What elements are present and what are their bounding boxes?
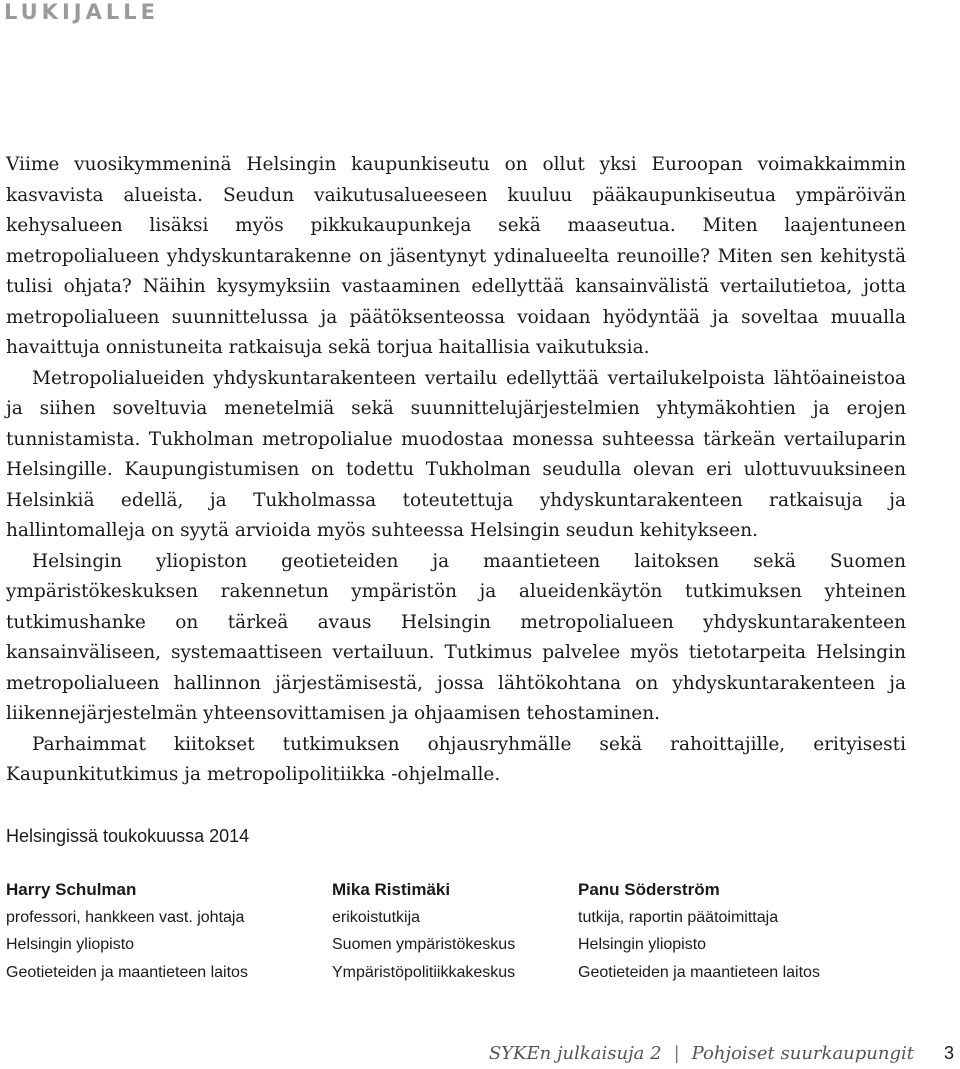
- paragraph: Parhaimmat kiitokset tutkimuksen ohjausryhmälle sekä rahoittajille, erityisesti Kaupunkitutkimus ja metropolipolitiikka -ohjelmalle.: [6, 733, 906, 785]
- signer-schulman: [6, 876, 248, 986]
- signer-organization: Suomen ympäristökeskus: [332, 936, 516, 953]
- signer-title: tutkija, raportin päätoimittaja: [578, 908, 779, 926]
- signer-unit: Ympäristöpolitiikkakeskus: [332, 963, 516, 981]
- signer-organization: Helsingin yliopisto: [578, 936, 707, 953]
- signer-ristimaki: [332, 876, 515, 986]
- footer-separator: |: [673, 1043, 680, 1064]
- paragraph: Helsingin yliopiston geotieteiden ja maantieteen laitoksen sekä Suomen ympäristökeskuksen rakennetun ympäristön ja alueidenkäytön tutkimuksen yhteinen tutkimushanke on tärkeä avaus Helsingin metropolialueen yhdyskuntarakenteen kansainväliseen, systemaattiseen vertailuun. Tutkimus palvelee myös tietotarpeita Helsingin metropolialueen hallinnon järjestämisestä, jossa lähtökohtana on yhdyskuntarakenteen ja liikennejärjestelmän yhteensovittamisen ja ohjaamisen tehostaminen.: [6, 550, 906, 724]
- signer-title: professori, hankkeen vast. johtaja: [6, 908, 245, 926]
- footer-publication: SYKEn julkaisuja 2: [488, 1043, 662, 1064]
- signer-title: erikoistutkija: [332, 908, 421, 926]
- place-and-date: Helsingissä toukokuussa 2014: [6, 826, 250, 846]
- signer-name: Panu Söderström: [578, 880, 720, 899]
- signer-name: Mika Ristimäki: [332, 880, 451, 899]
- footer-series-title: Pohjoiset suurkaupungit: [691, 1043, 914, 1064]
- signer-name: Harry Schulman: [6, 880, 137, 899]
- paragraph: Metropolialueiden yhdyskuntarakenteen vertailu edellyttää vertailukelpoista lähtöaineistoa ja siihen soveltuvia menetelmiä sekä suunnittelujärjestelmien yhtymäkohtien ja erojen tunnistamista. Tukholman metropolialue muodostaa monessa suhteessa tärkeän vertailuparin Helsingille. Kaupungistumisen on todettu Tukholman seudulla olevan eri ulottuvuuksineen Helsinkiä edellä, ja Tukholmassa toteutettuja yhdyskuntarakenteen ratkaisuja ja hallintomalleja on syytä arvioida myös suhteessa Helsingin seudun kehitykseen.: [6, 367, 906, 541]
- foreword-body: [6, 150, 906, 791]
- signer-unit: Geotieteiden ja maantieteen laitos: [578, 963, 820, 981]
- page-heading: LUKIJALLE: [4, 0, 159, 24]
- signer-soderstrom: [578, 876, 820, 986]
- page-number: 3: [943, 1043, 954, 1063]
- signer-unit: Geotieteiden ja maantieteen laitos: [6, 963, 248, 981]
- paragraph: Viime vuosikymmeninä Helsingin kaupunkiseutu on ollut yksi Euroopan voimakkaimmin kasvavista alueista. Seudun vaikutusalueeseen kuuluu pääkaupunkiseutua ympäröivän kehysalueen lisäksi myös pikkukaupunkeja sekä maaseutua. Miten laajentuneen metropolialueen yhdyskuntarakenne on jäsentynyt ydinalueelta reunoille? Miten sen kehitystä tulisi ohjata? Näihin kysymyksiin vastaaminen edellyttää kansainvälistä vertailutietoa, jotta metropolialueen suunnittelussa ja päätöksenteossa voidaan hyödyntää ja soveltaa muualla havaittuja onnistuneita ratkaisuja sekä torjua haitallisia vaikutuksia.: [6, 154, 906, 358]
- signer-organization: Helsingin yliopisto: [6, 936, 135, 953]
- page-footer: [489, 1043, 954, 1064]
